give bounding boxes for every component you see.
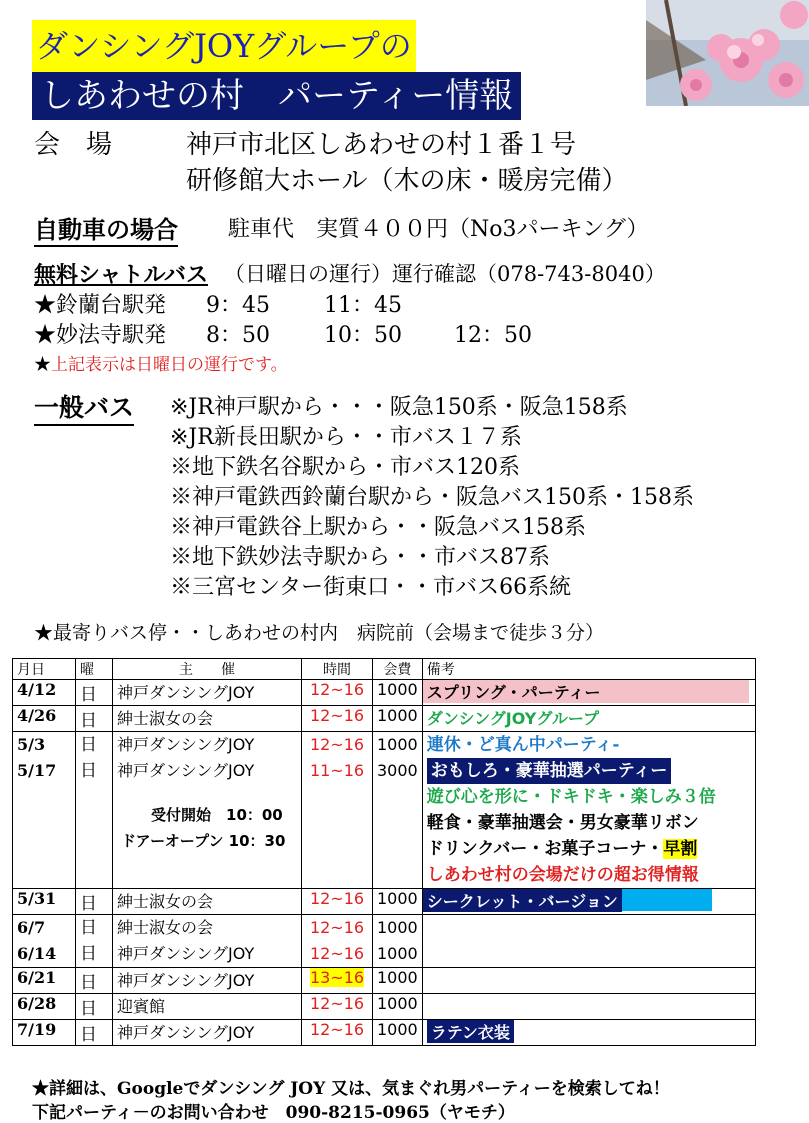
cell-day: 日 [76, 706, 113, 732]
bus-route: ※地下鉄名谷駅から・市バス120系 [170, 455, 520, 480]
header-host: 主 催 [113, 659, 302, 680]
header-fee: 会費 [373, 659, 423, 680]
cell-fee: 1000 [377, 735, 418, 754]
reception-time: 受付開始 10：00 [151, 806, 283, 824]
note-detail: しあわせ村の会場だけの超お得情報 [426, 865, 699, 885]
cell-date: 6/21 [13, 968, 76, 994]
cell-fee: 1000 [373, 968, 423, 994]
note-spring-party: スプリング・パーティー [423, 680, 749, 703]
cell-time: 12~16 [302, 680, 373, 706]
shuttle-label: 無料シャトルバス [34, 262, 209, 288]
note-latin-costume: ラテン衣装 [427, 1020, 514, 1043]
cell-host: 紳士淑女の会 [117, 918, 214, 937]
bus-route: ※神戸電鉄谷上駅から・・阪急バス158系 [170, 515, 586, 540]
cell-date: 6/28 [13, 994, 76, 1020]
shuttle-time: 8：50 [206, 323, 270, 348]
cell-fee: 3000 [377, 761, 418, 780]
cell-fee: 1000 [373, 1020, 423, 1046]
table-row-may [13, 732, 756, 889]
table-row-june [13, 915, 756, 968]
cell-fee: 1000 [373, 680, 423, 706]
cell-host: 迎賓館 [113, 994, 302, 1020]
cell-time [302, 968, 373, 994]
cell-date: 5/3 [17, 735, 46, 754]
bus-route: ※JR新長田駅から・・市バス１７系 [170, 425, 522, 450]
note-detail: ドリンクバー・お菓子コーナ・ [426, 839, 664, 859]
cell-time: 12~16 [302, 889, 373, 915]
cell-fee: 1000 [373, 994, 423, 1020]
cell-fee-pair [373, 915, 423, 968]
table-row [13, 994, 756, 1020]
cell-time: 12~16 [302, 1020, 373, 1046]
cell-host-pair [113, 732, 302, 889]
header-date: 月日 [13, 659, 76, 680]
cell-host: 紳士淑女の会 [113, 706, 302, 732]
table-row [13, 889, 756, 915]
shuttle-time: 11：45 [324, 293, 402, 318]
header-time: 時間 [302, 659, 373, 680]
venue-hall: 研修館大ホール（木の床・暖房完備） [186, 166, 628, 196]
bus-route: ※地下鉄妙法寺駅から・・市バス87系 [170, 545, 550, 570]
flower-photo [646, 0, 809, 106]
shuttle-note-text: 上記表示は日曜日の運行です。 [51, 355, 288, 375]
venue-address: 神戸市北区しあわせの村１番１号 [186, 130, 577, 160]
note-golden-week: 連休・ど真ん中パーティ- [426, 735, 620, 755]
cell-day: 日 [76, 994, 113, 1020]
cell-time: 12~16 [302, 994, 373, 1020]
cell-day: 日 [76, 889, 113, 915]
highlighted-time: 13~16 [309, 968, 365, 987]
title-line-2: しあわせの村 パーティー情報 [32, 72, 521, 120]
cell-host: 神戸ダンシングJOY [117, 735, 255, 754]
cell-time: 12~16 [309, 918, 365, 937]
cell-date: 7/19 [13, 1020, 76, 1046]
bus-label: 一般バス [34, 388, 134, 426]
cell-fee: 1000 [373, 889, 423, 915]
cell-host: 紳士淑女の会 [113, 889, 302, 915]
title-line-1: ダンシングJOYグループの [32, 20, 416, 72]
cell-day: 日 [76, 680, 113, 706]
cell-day: 日 [80, 944, 97, 964]
cell-host: 神戸ダンシングJOY [113, 680, 302, 706]
shuttle-time: 9：45 [206, 293, 270, 318]
cell-note [422, 968, 755, 994]
table-row [13, 680, 756, 706]
cell-date-pair [13, 732, 76, 889]
cell-date: 5/31 [13, 889, 76, 915]
cell-date: 6/14 [17, 944, 57, 963]
cell-date: 4/12 [13, 680, 76, 706]
cell-note [422, 915, 755, 968]
shuttle-station-suzurandai: ★鈴蘭台駅発 [34, 293, 167, 318]
note-lottery-party: おもしろ・豪華抽選パーティー [427, 758, 672, 784]
cell-time-pair [302, 732, 373, 889]
cell-day: 日 [80, 735, 97, 755]
cell-date: 5/17 [17, 761, 57, 780]
cell-host: 神戸ダンシングJOY [113, 1020, 302, 1046]
note-detail: 軽食・豪華抽選会・男女豪華リボン [426, 813, 699, 833]
star-icon: ★ [34, 355, 51, 375]
shuttle-info: （日曜日の運行）運行確認（078-743-8040） [224, 262, 666, 286]
cell-time: 12~16 [302, 706, 373, 732]
cell-time-pair [302, 915, 373, 968]
cell-host: 神戸ダンシングJOY [117, 761, 255, 780]
cell-day: 日 [80, 761, 97, 781]
schedule-table [12, 658, 756, 1046]
table-row [13, 968, 756, 994]
table-row [13, 1020, 756, 1046]
door-open-time: ドアーオープン 10：30 [121, 832, 286, 850]
note-secret-version: シークレット・バージョン [423, 889, 622, 912]
cell-day-pair [76, 915, 113, 968]
car-label: 自動車の場合 [34, 210, 178, 247]
cell-day-pair [76, 732, 113, 889]
note-joy-group: ダンシングJOYグループ [426, 709, 600, 728]
note-cyan-bar [622, 889, 712, 911]
bus-route: ※JR神戸駅から・・・阪急150系・阪急158系 [170, 395, 628, 420]
cell-day: 日 [76, 968, 113, 994]
cell-time: 12~16 [309, 735, 365, 754]
cell-day: 日 [80, 918, 97, 938]
table-header-row [13, 659, 756, 680]
shuttle-note [34, 350, 288, 375]
cell-fee-pair [373, 732, 423, 889]
header-note: 備考 [422, 659, 755, 680]
cell-host: 神戸ダンシングJOY [117, 944, 255, 963]
note-detail: 遊び心を形に・ドキドキ・楽しみ３倍 [426, 787, 716, 807]
footer-search-note: ★詳細は、Googleでダンシング JOY 又は、気まぐれ男パーティーを検索してね！ [32, 1079, 670, 1099]
table-row [13, 706, 756, 732]
cell-day: 日 [76, 1020, 113, 1046]
shuttle-station-myohoji: ★妙法寺駅発 [34, 323, 167, 348]
header-day: 曜 [76, 659, 113, 680]
car-info: 駐車代 実質４００円（No3パーキング） [228, 217, 649, 242]
cell-date: 4/26 [13, 706, 76, 732]
footer-contact: 下記パーティ－のお問い合わせ 090-8215-0965（ヤモチ） [32, 1103, 515, 1123]
cell-fee: 1000 [377, 944, 418, 963]
shuttle-time: 10：50 [324, 323, 402, 348]
shuttle-time: 12：50 [454, 323, 532, 348]
bus-route: ※三宮センター街東口・・市バス66系統 [170, 575, 572, 600]
cell-fee: 1000 [373, 706, 423, 732]
cell-host: 神戸ダンシングJOY [113, 968, 302, 994]
cell-fee: 1000 [377, 918, 418, 937]
cell-time: 11~16 [309, 761, 365, 780]
cell-date: 6/7 [17, 918, 46, 937]
cell-date-pair [13, 915, 76, 968]
venue-label: 会 場 [34, 130, 113, 160]
note-early-discount: 早割 [663, 839, 698, 859]
cell-note-may [422, 732, 755, 889]
cell-host-pair [113, 915, 302, 968]
bus-route: ※神戸電鉄西鈴蘭台駅から・阪急バス150系・158系 [170, 485, 694, 510]
cell-time: 12~16 [309, 944, 365, 963]
nearest-bus-stop: ★最寄りバス停・・しあわせの村内 病院前（会場まで徒歩３分） [34, 622, 605, 644]
cell-note [422, 994, 755, 1020]
